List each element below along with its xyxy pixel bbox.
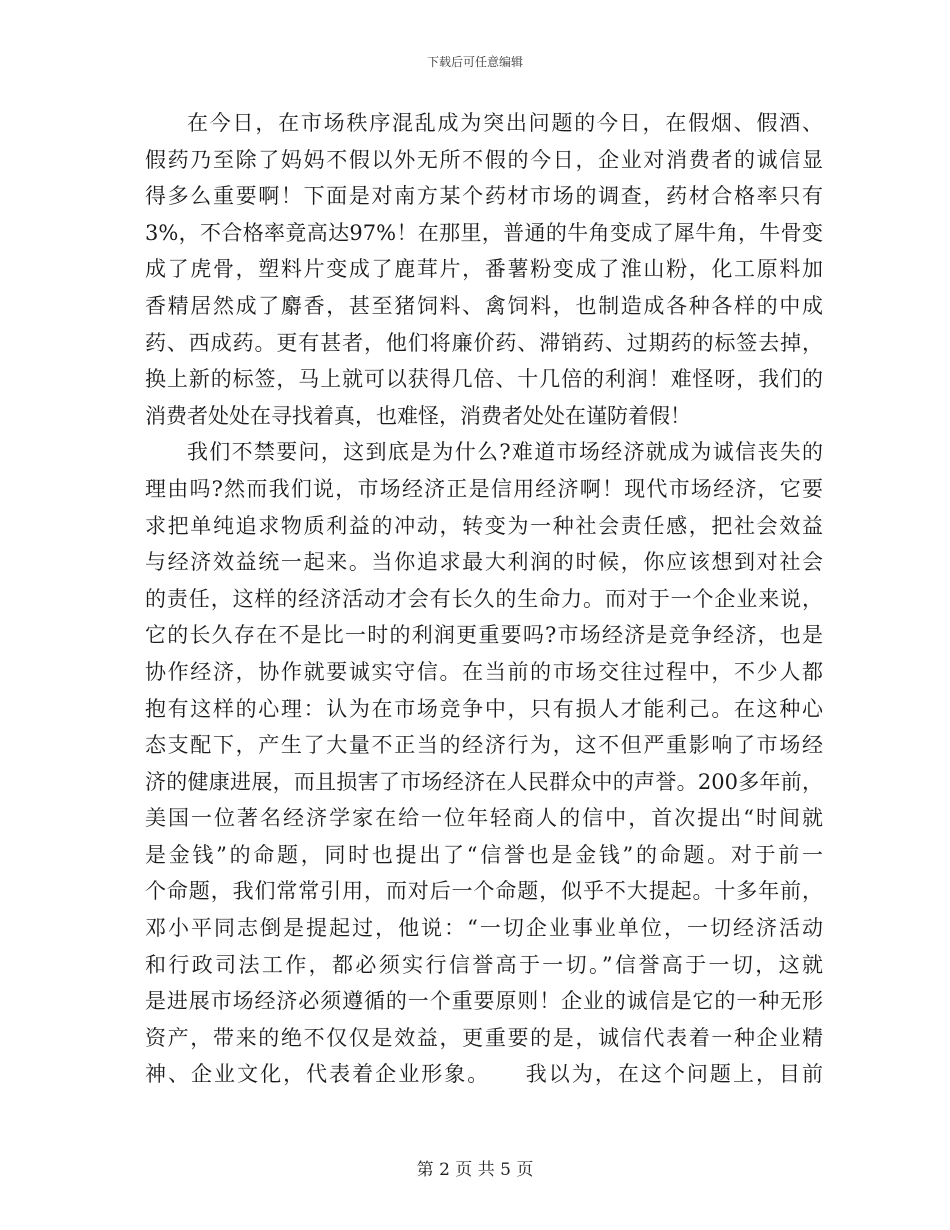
text-line: 资产，带来的绝不仅仅是效益，更重要的是，诚信代表着一种企业精 [145, 1025, 823, 1050]
text-line: 美国一位著名经济学家在给一位年轻商人的信中，首次提出“时间就 [145, 806, 823, 831]
page-header: 下载后可任意编辑 [426, 55, 523, 69]
text-line: 与经济效益统一起来。当你追求最大利润的时候，你应该想到对社会 [145, 550, 823, 575]
text-line: 它的长久存在不是比一时的利润更重要吗?市场经济是竞争经济，也是 [145, 623, 823, 648]
text-line: 态支配下，产生了大量不正当的经济行为，这不但严重影响了市场经 [145, 733, 823, 758]
text-line: 香精居然成了麝香，甚至猪饲料、禽饲料，也制造成各种各样的中成 [145, 293, 823, 318]
text-line: 成了虎骨，塑料片变成了鹿茸片，番薯粉变成了淮山粉，化工原料加 [145, 257, 823, 282]
text-line: 换上新的标签，马上就可以获得几倍、十几倍的利润！难怪呀，我们的 [145, 367, 823, 392]
text-line: 得多么重要啊！下面是对南方某个药材市场的调查，药材合格率只有 [145, 184, 823, 209]
text-line: 济的健康进展，而且损害了市场经济在人民群众中的声誉。200多年前， [145, 769, 823, 794]
text-line: 消费者处处在寻找着真，也难怪，消费者处处在谨防着假！ [145, 403, 691, 428]
text-line: 的责任，这样的经济活动才会有长久的生命力。而对于一个企业来说， [145, 586, 823, 611]
text-line: 抱有这样的心理：认为在市场竞争中，只有损人才能利己。在这种心 [145, 696, 823, 721]
text-line: 药、西成药。更有甚者，他们将廉价药、滞销药、过期药的标签去掉， [145, 330, 823, 355]
text-line: 理由吗?然而我们说，市场经济正是信用经济啊！现代市场经济，它要 [145, 476, 823, 501]
text-line: 我们不禁要问，这到底是为什么?难道市场经济就成为诚信丧失的 [187, 440, 823, 465]
text-line: 是进展市场经济必须遵循的一个重要原则！企业的诚信是它的一种无形 [145, 989, 823, 1014]
text-line: 在今日，在市场秩序混乱成为突出问题的今日，在假烟、假酒、 [187, 111, 823, 135]
text-line: 协作经济，协作就要诚实守信。在当前的市场交往过程中，不少人都 [145, 659, 823, 684]
paragraph-2 [145, 434, 823, 1093]
text-line: 和行政司法工作，都必须实行信誉高于一切。”信誉高于一切，这就 [145, 952, 823, 977]
text-line: 是金钱”的命题，同时也提出了“信誉也是金钱”的命题。对于前一 [145, 842, 823, 867]
text-line: 3%，不合格率竟高达97%！在那里，普通的牛角变成了犀牛角，牛骨变 [145, 220, 823, 245]
text-line: 个命题，我们常常引用，而对后一个命题，似乎不大提起。十多年前， [145, 879, 823, 904]
text-line: 假药乃至除了妈妈不假以外无所不假的今日，企业对消费者的诚信显 [145, 147, 823, 172]
text-line: 求把单纯追求物质利益的冲动，转变为一种社会责任感，把社会效益 [145, 513, 823, 538]
page-number-footer: 第 2 页 共 5 页 [416, 1160, 534, 1180]
document-body [145, 105, 823, 1093]
paragraph-1 [145, 105, 823, 434]
text-line: 神、企业文化，代表着企业形象。 我以为，在这个问题上，目前 [145, 1062, 823, 1087]
text-line: 邓小平同志倒是提起过，他说：“一切企业事业单位，一切经济活动 [145, 916, 823, 941]
